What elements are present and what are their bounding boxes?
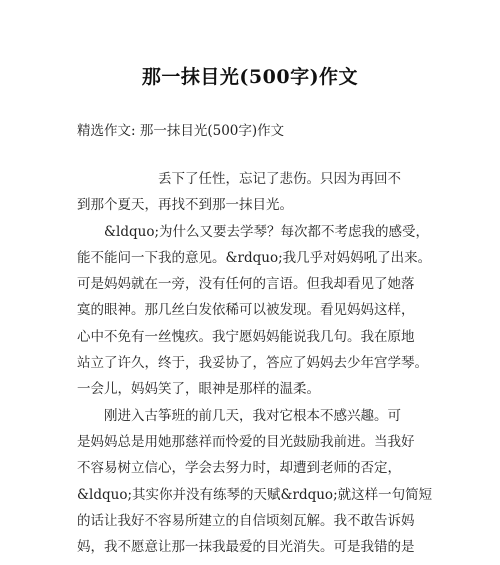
body-line: 不容易树立信心，学会去努力时，却遭到老师的否定， <box>77 460 401 477</box>
body-line: 站立了许久，终于，我妥协了，答应了妈妈去少年宫学琴。 <box>77 355 428 372</box>
body-line: 一会儿，妈妈笑了，眼神是那样的温柔。 <box>77 381 320 398</box>
body-line: 可是妈妈就在一旁，没有任何的言语。但我却看见了她落 <box>77 276 415 293</box>
article-subtitle: 精选作文: 那一抹目光(500字)作文 <box>77 123 285 139</box>
body-line: 寞的眼神。那几丝白发依稀可以被发现。看见妈妈这样， <box>77 302 415 319</box>
body-line: &ldquo;其实你并没有练琴的天赋&rdquo;就这样一句简短 <box>77 486 433 503</box>
body-line: 能不能问一下我的意见。&rdquo;我几乎对妈妈吼了出来。 <box>77 249 432 266</box>
body-line: 到那个夏天，再找不到那一抹目光。 <box>77 197 293 214</box>
page-title: 那一抹目光(500字)作文 <box>141 66 359 88</box>
body-line: 是妈妈总是用她那慈祥而怜爱的目光鼓励我前进。当我好 <box>77 433 415 450</box>
body-line: 心中不免有一丝愧疚。我宁愿妈妈能说我几句。我在原地 <box>77 328 415 345</box>
body-line: 妈，我不愿意让那一抹我最爱的目光消失。可是我错的是 <box>77 539 415 556</box>
body-line: 刚进入古筝班的前几天，我对它根本不感兴趣。可 <box>77 407 401 424</box>
body-line: 丢下了任性，忘记了悲伤。只因为再回不 <box>77 171 401 187</box>
body-line: 的话让我好不容易所建立的自信顷刻瓦解。我不敢告诉妈 <box>77 512 415 529</box>
article-body <box>77 166 437 560</box>
body-line: &ldquo;为什么又要去学琴？每次都不考虑我的感受， <box>77 223 429 240</box>
